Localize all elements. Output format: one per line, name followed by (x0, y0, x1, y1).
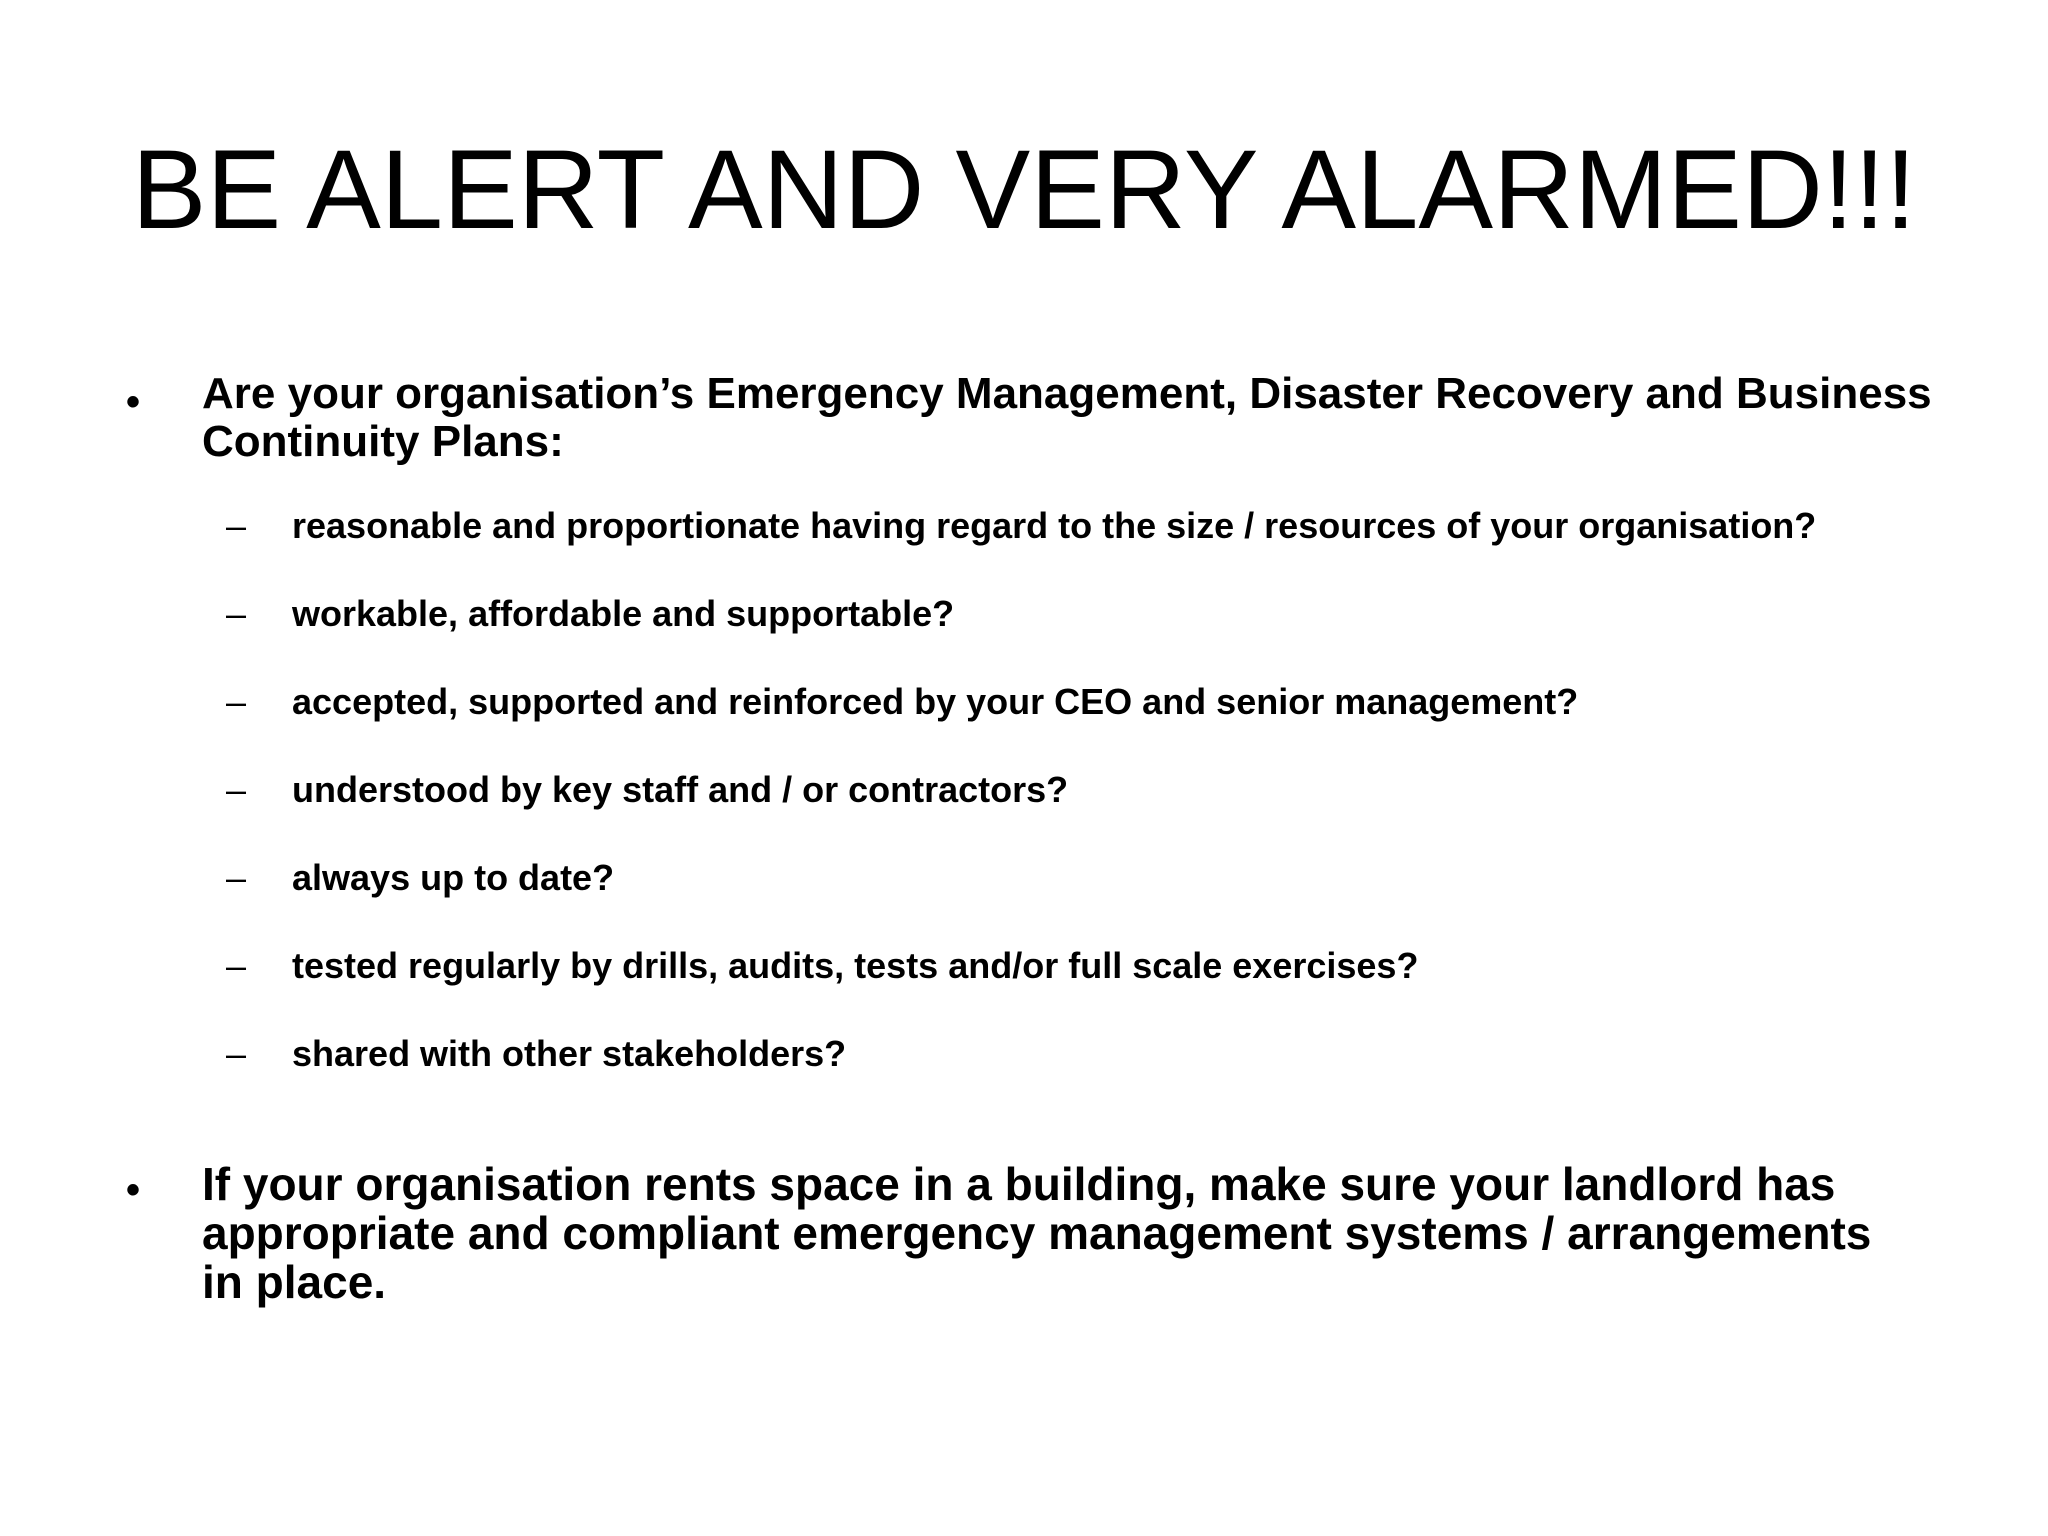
sub-item-workable: workable, affordable and supportable? (292, 593, 955, 634)
sub-dash: – (226, 681, 247, 722)
slide-title: BE ALERT AND VERY ALARMED!!! (131, 127, 1917, 252)
bullet-dot: • (126, 380, 141, 424)
sub-dash: – (226, 593, 247, 634)
bullet-text-plans-question: Are your organisation’s Emergency Management, Disaster Recovery and Business Continuity Plans: (202, 369, 1932, 466)
sub-dash: – (226, 945, 247, 986)
sub-dash: – (226, 1033, 247, 1074)
sub-item-accepted: accepted, supported and reinforced by your CEO and senior management? (292, 681, 1579, 722)
sub-dash: – (226, 857, 247, 898)
sub-dash: – (226, 769, 247, 810)
sub-item-understood: understood by key staff and / or contractors? (292, 769, 1069, 810)
sub-item-reasonable: reasonable and proportionate having regard to the size / resources of your organisation? (292, 505, 1817, 546)
bullet-dot: • (126, 1168, 141, 1212)
bullet-text-landlord: If your organisation rents space in a building, make sure your landlord has appropriate and compliant emergency management systems / arrangements in place. (202, 1158, 1872, 1308)
sub-item-up-to-date: always up to date? (292, 857, 615, 898)
sub-item-shared: shared with other stakeholders? (292, 1033, 847, 1074)
sub-item-tested: tested regularly by drills, audits, tests and/or full scale exercises? (292, 945, 1419, 986)
sub-dash: – (226, 505, 247, 546)
